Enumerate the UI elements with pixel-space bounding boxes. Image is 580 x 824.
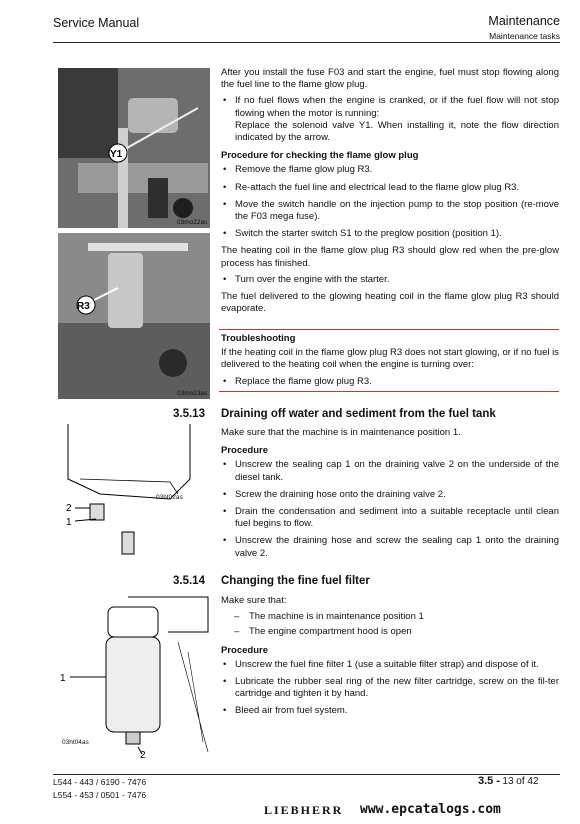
list-item: • Screw the draining hose onto the draining valve 2. — [221, 489, 559, 501]
callout-r3: R3 — [77, 301, 90, 312]
list-item-text: If no fuel flows when the engine is cranked, or if the fuel flow will not stop flowing when the motor is running: — [235, 95, 559, 119]
list-item: • Turn over the engine with the starter. — [221, 274, 559, 286]
flame-glow-plug-photo — [58, 233, 210, 399]
troubleshooting-top-rule — [219, 329, 559, 330]
list-item: • Replace the flame glow plug R3. — [221, 376, 559, 388]
section-intro: Make sure that: — [221, 595, 287, 606]
callout-y1: Y1 — [110, 149, 123, 160]
callout-2: 2 — [140, 750, 146, 760]
callout-1: 1 — [66, 517, 72, 528]
procedure-heading: Procedure — [221, 644, 268, 656]
section-intro: Make sure that the machine is in maintenance position 1. — [221, 427, 461, 438]
section-title: Draining off water and sediment from the fuel tank — [221, 408, 496, 420]
line-drawing — [60, 424, 210, 564]
image4-caption: 03ht04as — [62, 739, 89, 746]
section-number: 3.5.13 — [173, 408, 205, 420]
list-item: • Re-attach the fuel line and electrical lead to the flame glow plug R3. — [221, 182, 559, 194]
callout-2: 2 — [66, 503, 72, 514]
section14-body — [221, 595, 559, 723]
image1-caption: 03mo22as — [177, 219, 208, 226]
solenoid-valve-photo — [58, 68, 210, 228]
list-item: • Unscrew the sealing cap 1 on the draining valve 2 on the underside of the diesel tank. — [221, 459, 559, 483]
page-number — [478, 775, 539, 787]
header-title: Service Manual — [53, 16, 140, 30]
list-item: • Unscrew the draining hose and screw the sealing cap 1 onto the draining valve 2. — [221, 535, 559, 559]
header-rule — [53, 42, 560, 43]
footer-model-2: L554 - 453 / 0501 - 7476 — [53, 790, 147, 800]
procedure-heading: Procedure for checking the flame glow plug — [221, 150, 419, 162]
brand-logo: LIEBHERR — [264, 803, 344, 817]
list-item: • Drain the condensation and sediment into a suitable receptacle until clean fuel begins to flow. — [221, 506, 559, 530]
troubleshooting-bottom-rule — [219, 391, 559, 392]
troubleshooting-text: If the heating coil in the flame glow plug R3 does not start glowing, or if no fuel is delivered to the heating coil when the engine is turning over: — [221, 347, 559, 371]
page-count: 13 of 42 — [502, 776, 539, 787]
list-item: • Remove the flame glow plug R3. — [221, 164, 559, 176]
watermark-url: www.epcatalogs.com — [360, 802, 501, 817]
list-item-text: Replace the solenoid valve Y1. When installing it, note the flow direction indicated by the arrow. — [235, 119, 559, 144]
list-item: • Lubricate the rubber seal ring of the new filter cartridge, screw on the fil-ter cartridge and tighten it by hand. — [221, 676, 559, 700]
glow-plug-text-block — [221, 67, 559, 319]
image2-caption: 03mo23as — [177, 390, 208, 397]
list-item: – The machine is in maintenance position 1 — [221, 611, 559, 623]
callout-1: 1 — [60, 673, 66, 684]
fuel-filter-drawing — [58, 592, 213, 760]
header-subsection: Maintenance tasks — [489, 31, 560, 41]
engine-photo-illustration — [58, 68, 210, 228]
list-item: • Unscrew the fuel fine filter 1 (use a suitable filter strap) and dispose of it. — [221, 659, 559, 671]
list-item: • Bleed air from fuel system. — [221, 705, 559, 717]
line-drawing — [58, 592, 213, 760]
list-item: • Move the switch handle on the injection pump to the stop position (re-move the F03 mega fuse). — [221, 199, 559, 223]
image3-caption: 03ht02as — [156, 494, 183, 501]
troubleshooting-heading: Troubleshooting — [221, 333, 296, 344]
header-section: Maintenance — [488, 14, 560, 28]
section13-body — [221, 427, 559, 565]
section-title: Changing the fine fuel filter — [221, 575, 370, 587]
draining-valve-drawing — [60, 424, 210, 564]
list-item: – The engine compartment hood is open — [221, 626, 559, 638]
paragraph: The fuel delivered to the glowing heating coil in the flame glow plug R3 should evaporate. — [221, 291, 559, 315]
list-item — [221, 95, 559, 144]
intro-paragraph: After you install the fuse F03 and start the engine, fuel must stop flowing along the fuel line to the flame glow plug. — [221, 67, 559, 91]
engine-photo-illustration — [58, 233, 210, 399]
paragraph: The heating coil in the flame glow plug R3 should glow red when the pre-glow process has finished. — [221, 245, 559, 269]
list-item: • Switch the starter switch S1 to the preglow position (position 1). — [221, 228, 559, 240]
troubleshooting-box — [221, 333, 559, 393]
section-number: 3.5.14 — [173, 575, 205, 587]
procedure-heading: Procedure — [221, 445, 268, 457]
page-section: 3.5 - — [478, 775, 501, 787]
footer-model-1: L544 - 443 / 6190 - 7476 — [53, 777, 147, 787]
